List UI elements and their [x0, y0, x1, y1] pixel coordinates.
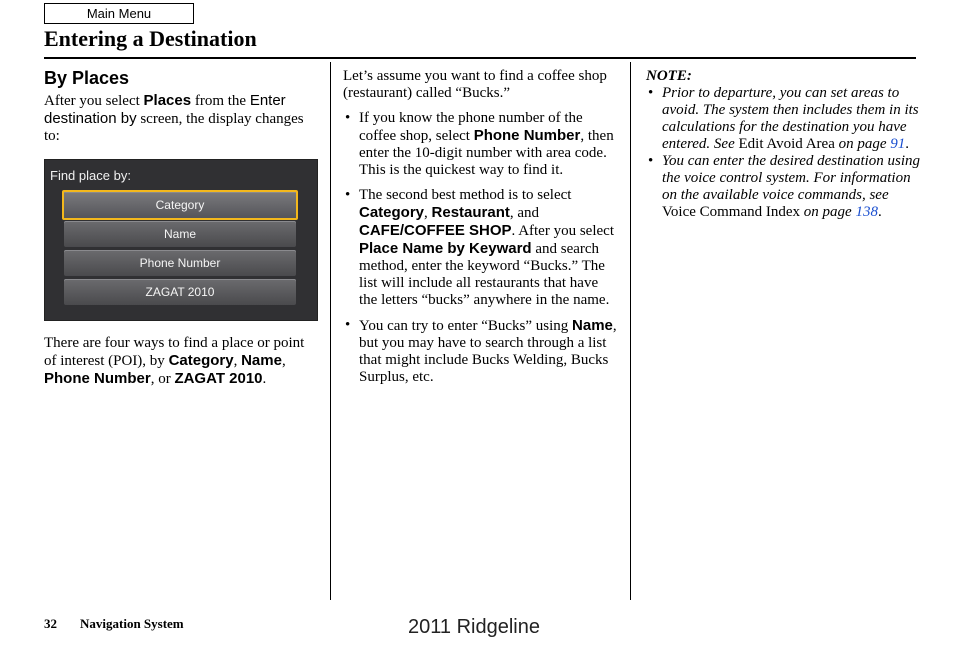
- places-term: Places: [143, 92, 192, 109]
- list-item: • You can try to enter “Bucks” using Name, but you may have to search through a list that might include Bucks Welding, Bucks Surplus, etc.: [343, 317, 619, 386]
- screen-phone-number-button: Phone Number: [64, 250, 296, 276]
- enter-destination-term: Enter destination by: [44, 92, 286, 127]
- method-list: [343, 110, 619, 386]
- list-item: • Prior to departure, you can set areas to avoid. The system then includes them in its calculations for the destination you have entered. See Edit Avoid Area on page 91.: [646, 85, 922, 153]
- screen-category-button: Category: [62, 190, 298, 220]
- column-divider-left: [330, 62, 331, 600]
- screen-name-button: Name: [64, 221, 296, 247]
- bucks-intro: Let’s assume you want to find a coffee shop (restaurant) called “Bucks.”: [343, 68, 607, 101]
- list-item: • If you know the phone number of the coffee shop, select Phone Number, then enter the 10-digit number with area code. This is the quickest way to find it.: [343, 110, 619, 179]
- voice-command-index-ref: Voice Command Index: [662, 204, 801, 220]
- page-title: Entering a Destination: [44, 26, 257, 51]
- column-divider-right: [630, 62, 631, 600]
- note-title: NOTE:: [646, 68, 692, 84]
- watermark: 2011 Ridgeline: [408, 616, 540, 638]
- column-3: [646, 68, 922, 221]
- page-number: 32: [44, 616, 57, 631]
- title-divider: [44, 57, 916, 59]
- column-1: [44, 68, 319, 388]
- note-list: [646, 85, 922, 221]
- footer-nav-label: Navigation System: [80, 616, 184, 631]
- page-91-link[interactable]: 91: [890, 136, 906, 152]
- ways-paragraph: There are four ways to find a place or point of interest (POI), by Category, Name, Phone Number, or ZAGAT 2010.: [44, 335, 305, 387]
- list-item: • You can enter the desired destination using the voice control system. For information on the available voice commands, see Voice Command Index on page 138.: [646, 153, 922, 221]
- find-place-screenshot: [44, 159, 318, 321]
- edit-avoid-area-ref: Edit Avoid Area: [738, 136, 835, 152]
- intro-paragraph: After you select Places from the Enter destination by screen, the display changes to:: [44, 92, 304, 144]
- main-menu-button[interactable]: Main Menu: [44, 3, 194, 24]
- page-138-link[interactable]: 138: [855, 204, 878, 220]
- section-title: By Places: [44, 68, 130, 88]
- screen-heading: Find place by:: [50, 168, 131, 183]
- list-item: • The second best method is to select Category, Restaurant, and CAFE/COFFEE SHOP. After you select Place Name by Keyward and search method, enter the keyword “Bucks.” The list will include all restaurants that have the letters “bucks” anywhere in the name.: [343, 187, 619, 309]
- column-2: [343, 68, 619, 394]
- screen-zagat-button: ZAGAT 2010: [64, 279, 296, 305]
